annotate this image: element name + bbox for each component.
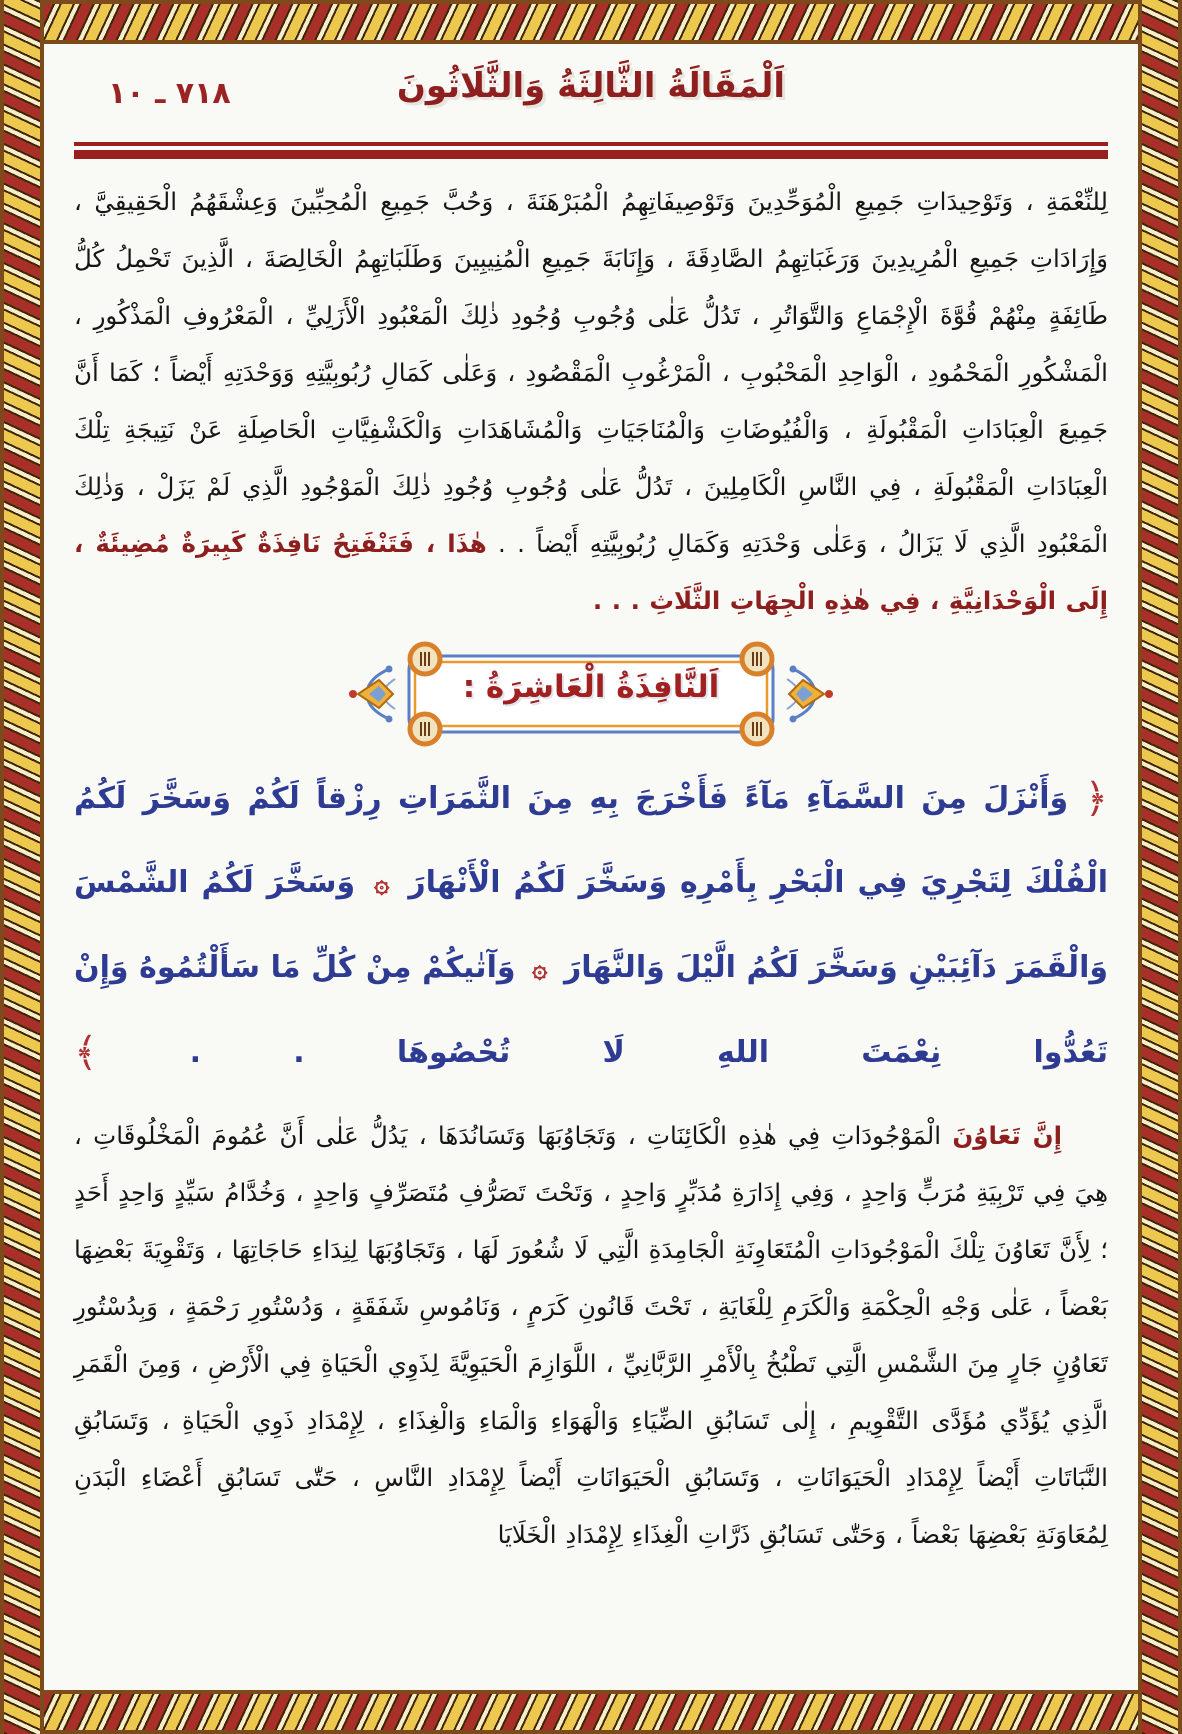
verse-separator-rosette-icon: ۞ [532,954,548,984]
page-title: اَلْمَقَالَةُ الثَّالِثَةُ وَالثَّلَاثُونَ [396,66,786,106]
paragraph-1 [74,173,1108,629]
divider-thick-line [74,150,1108,159]
border-chain-right [1138,0,1182,1734]
verse-open-bracket-icon: ﴿ [1084,776,1108,822]
paragraph-1-red-emphasis: هٰذَا ، فَتَنْفَتِحُ نَافِذَةٌ كَبِيرَةٌ مُضِيئَةٌ ، إِلَى الْوَحْدَانِيَّةِ ، فِي هٰذِهِ الْجِهَاتِ الثَّلَاثِ . . . [74,529,1108,615]
page-content [36,36,1146,1698]
page-number: ٧١٨ ـ ١٠ [108,76,231,111]
header-divider [74,142,1108,159]
window-heading: اَلنَّافِذَةُ الْعَاشِرَةُ : [462,669,720,705]
divider-thin-line [74,142,1108,146]
window-heading-ornament [341,639,841,749]
verse-separator-rosette-icon: ۞ [374,869,390,899]
page-header [74,58,1108,136]
verse-part-1: وَأَنْزَلَ مِنَ السَّمَآءِ مَآءً فَأَخْرَجَ بِهِ مِنَ الثَّمَرَاتِ رِزْقاً لَكُمْ وَسَخَّرَ لَكُمُ الْفُلْكَ لِتَجْرِيَ فِي الْبَحْرِ بِأَمْرِهِ وَسَخَّرَ لَكُمُ الْأَنْهَارَ [74,781,1108,900]
verse-part-2: وَسَخَّرَ لَكُمُ الشَّمْسَ وَالْقَمَرَ دَآئِبَيْنِ وَسَخَّرَ لَكُمُ الَّيْلَ وَالنَّهَارَ [74,865,1108,985]
verse-close-bracket-icon: ﴾ [74,1030,98,1076]
paragraph-2 [74,1107,1108,1563]
border-chain-bottom [0,1690,1182,1734]
border-chain-top [0,0,1182,44]
paragraph-2-text: الْمَوْجُودَاتِ فِي هٰذِهِ الْكَائِنَاتِ ، وَتَجَاوُبَهَا وَتَسَانُدَهَا ، يَدُلُّ عَلٰى أَنَّ عُمُومَ الْمَخْلُوقَاتِ ، هِيَ فِي تَرْبِيَةِ مُرَبٍّ وَاحِدٍ ، وَفِي إِدَارَةِ مُدَبِّرٍ وَاحِدٍ ، وَتَحْتَ تَصَرُّفِ مُتَصَرِّفٍ وَاحِدٍ ، وَخُدَّامُ سَيِّدٍ وَاحِدٍ أَحَدٍ ؛ لِأَنَّ تَعَاوُنَ تِلْكَ الْمَوْجُودَاتِ الْمُتَعَاوِنَةِ الْجَامِدَةِ الَّتِي لَا شُعُورَ لَهَا ، وَتَجَاوُبَهَا لِنِدَاءِ حَاجَاتِهَا ، وَتَقْوِيَةَ بَعْضِهَا بَعْضاً ، عَلٰى وَجْهِ الْحِكْمَةِ وَالْكَرَمِ لِلْغَايَةِ ، تَحْتَ قَانُونِ كَرَمٍ ، وَنَامُوسِ شَفَقَةٍ ، وَدُسْتُورِ رَحْمَةٍ ، وَبِدُسْتُورِ تَعَاوُنٍ جَارٍ مِنَ الشَّمْسِ الَّتِي تَطْبُخُ بِالْأَمْرِ الرَّبَّانِيِّ ، اللَّوَازِمَ الْحَيَوِيَّةَ لِذَوِي الْحَيَاةِ فِي الْأَرْضِ ، وَمِنَ الْقَمَرِ الَّذِي يُؤَدِّي مُؤَدَّى التَّقْوِيمِ ، إِلٰى تَسَابُقِ الضِّيَاءِ وَالْهَوَاءِ وَالْمَاءِ وَالْغِذَاءِ ، لِإِمْدَادِ ذَوِي الْحَيَاةِ ، وَتَسَابُقِ النَّبَاتَاتِ أَيْضاً لِإِمْدَادِ الْحَيَوَانَاتِ ، وَتَسَابُقِ الْحَيَوَانَاتِ أَيْضاً لِإِمْدَادِ النَّاسِ ، حَتّٰى تَسَابُقِ أَعْضَاءِ الْبَدَنِ لِمُعَاوَنَةِ بَعْضِهَا بَعْضاً ، وَحَتّٰى تَسَابُقِ ذَرَّاتِ الْغِذَاءِ لِإِمْدَادِ الْخَلَايَا [74,1121,1108,1549]
paragraph-2-red-lead: إِنَّ تَعَاوُنَ [952,1121,1062,1150]
border-chain-left [0,0,44,1734]
paragraph-1-text: لِلنِّعْمَةِ ، وَتَوْحِيدَاتِ جَمِيعِ الْمُوَحِّدِينَ وَتَوْصِيفَاتِهِمُ الْمُبَرْهَنَةَ ، وَحُبَّ جَمِيعِ الْمُحِبِّينَ وَعِشْقَهُمُ الْحَقِيقِيَّ ، وَإِرَادَاتِ جَمِيعِ الْمُرِيدِينَ وَرَغَبَاتِهِمُ الصَّادِقَةَ ، وَإِنَابَةَ جَمِيعِ الْمُنِيبِينَ وَطَلَبَاتِهِمُ الْخَالِصَةَ ، الَّذِينَ تَحْمِلُ كُلُّ طَائِفَةٍ مِنْهُمْ قُوَّةَ الْإِجْمَاعِ وَالتَّوَاتُرِ ، تَدُلُّ عَلٰى وُجُوبِ وُجُودِ ذٰلِكَ الْمَعْبُودِ الْأَزَلِيِّ ، الْمَعْرُوفِ الْمَذْكُورِ ، الْمَشْكُورِ الْمَحْمُودِ ، الْوَاحِدِ الْمَحْبُوبِ ، الْمَرْغُوبِ الْمَقْصُودِ ، وَعَلٰى كَمَالِ رُبُوبِيَّتِهِ وَوَحْدَتِهِ أَيْضاً ؛ كَمَا أَنَّ جَمِيعَ الْعِبَادَاتِ الْمَقْبُولَةِ ، وَالْفُيُوضَاتِ وَالْمُنَاجَيَاتِ وَالْمُشَاهَدَاتِ وَالْكَشْفِيَّاتِ الْحَاصِلَةِ عَنْ نَتِيجَةِ تِلْكَ الْعِبَادَاتِ الْمَقْبُولَةِ ، فِي النَّاسِ الْكَامِلِينَ ، تَدُلُّ عَلٰى وُجُوبِ وُجُودِ ذٰلِكَ الْمَوْجُودِ الَّذِي لَمْ يَزَلْ ، وَذٰلِكَ الْمَعْبُودِ الَّذِي لَا يَزَالُ ، وَعَلٰى وَحْدَتِهِ وَكَمَالِ رُبُوبِيَّتِهِ أَيْضاً . . [74,187,1109,558]
quran-verse [74,757,1108,1095]
verse-part-3: وَآتٰيكُمْ مِنْ كُلِّ مَا سَأَلْتُمُوهُ وَإِنْ تَعُدُّوا نِعْمَتَ اللهِ لَا تُحْصُوهَا . . [74,950,1108,1070]
